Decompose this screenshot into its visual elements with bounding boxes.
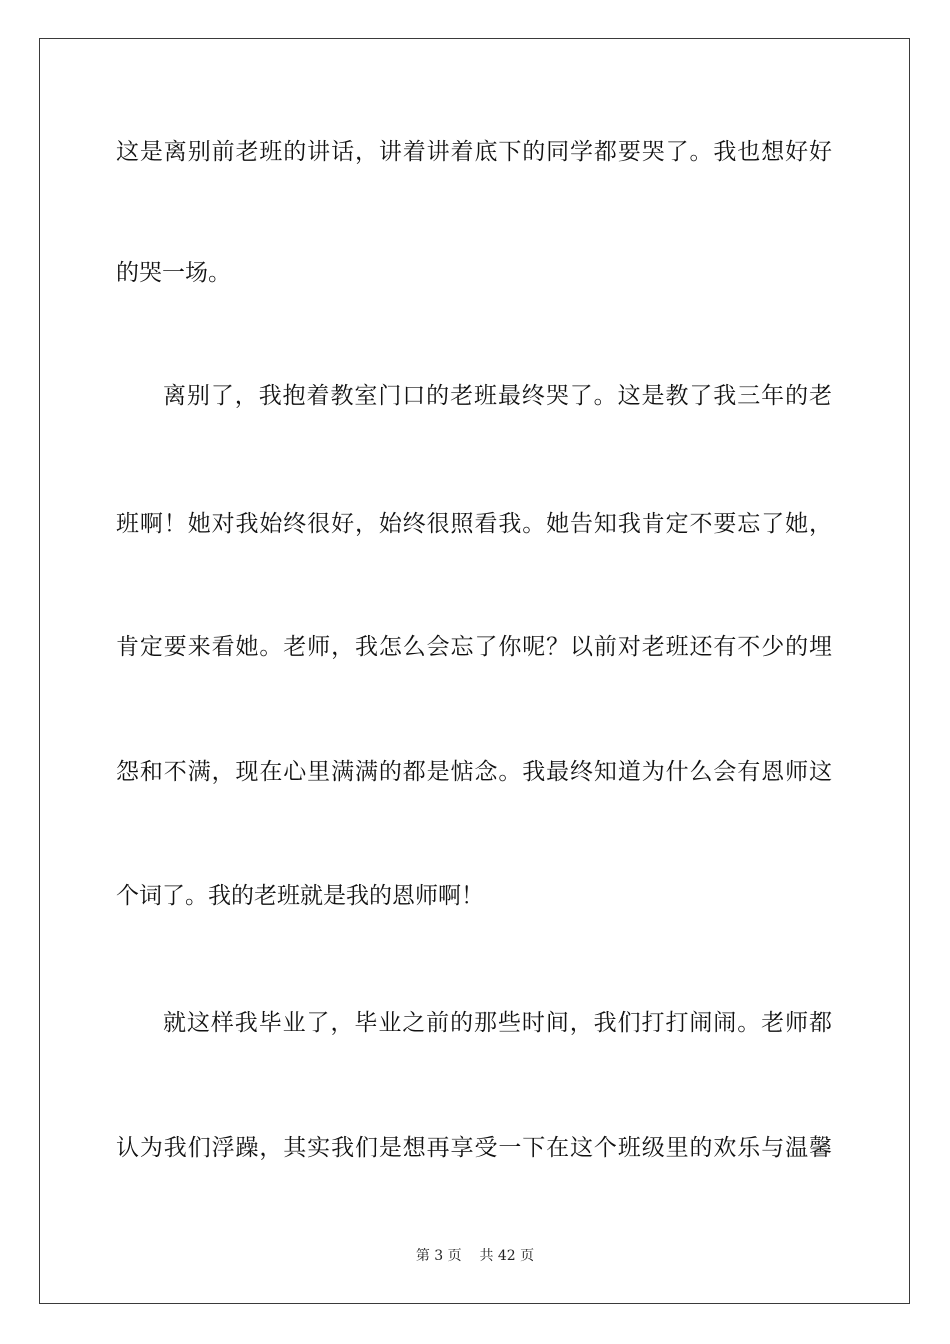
paragraph-line: 肯定要来看她。老师，我怎么会忘了你呢？以前对老班还有不少的埋 [116,634,832,660]
paragraph-line: 个词了。我的老班就是我的恩师啊！ [116,883,484,909]
page-number: 第 3 页 [415,1248,462,1264]
paragraph-line: 离别了，我抱着教室门口的老班最终哭了。这是教了我三年的老 [163,383,832,409]
paragraph-line: 班啊！她对我始终很好，始终很照看我。她告知我肯定不要忘了她， [116,511,832,537]
page-footer [0,1246,950,1266]
page-total: 共 42 页 [479,1248,535,1264]
paragraph-line: 的哭一场。 [116,260,231,286]
paragraph-line: 认为我们浮躁，其实我们是想再享受一下在这个班级里的欢乐与温馨 [116,1135,832,1161]
paragraph-line: 就这样我毕业了，毕业之前的那些时间，我们打打闹闹。老师都 [163,1010,832,1036]
paragraph-line: 这是离别前老班的讲话，讲着讲着底下的同学都要哭了。我也想好好 [116,139,832,165]
page-border [39,38,910,1304]
paragraph-line: 怨和不满，现在心里满满的都是惦念。我最终知道为什么会有恩师这 [116,759,832,785]
